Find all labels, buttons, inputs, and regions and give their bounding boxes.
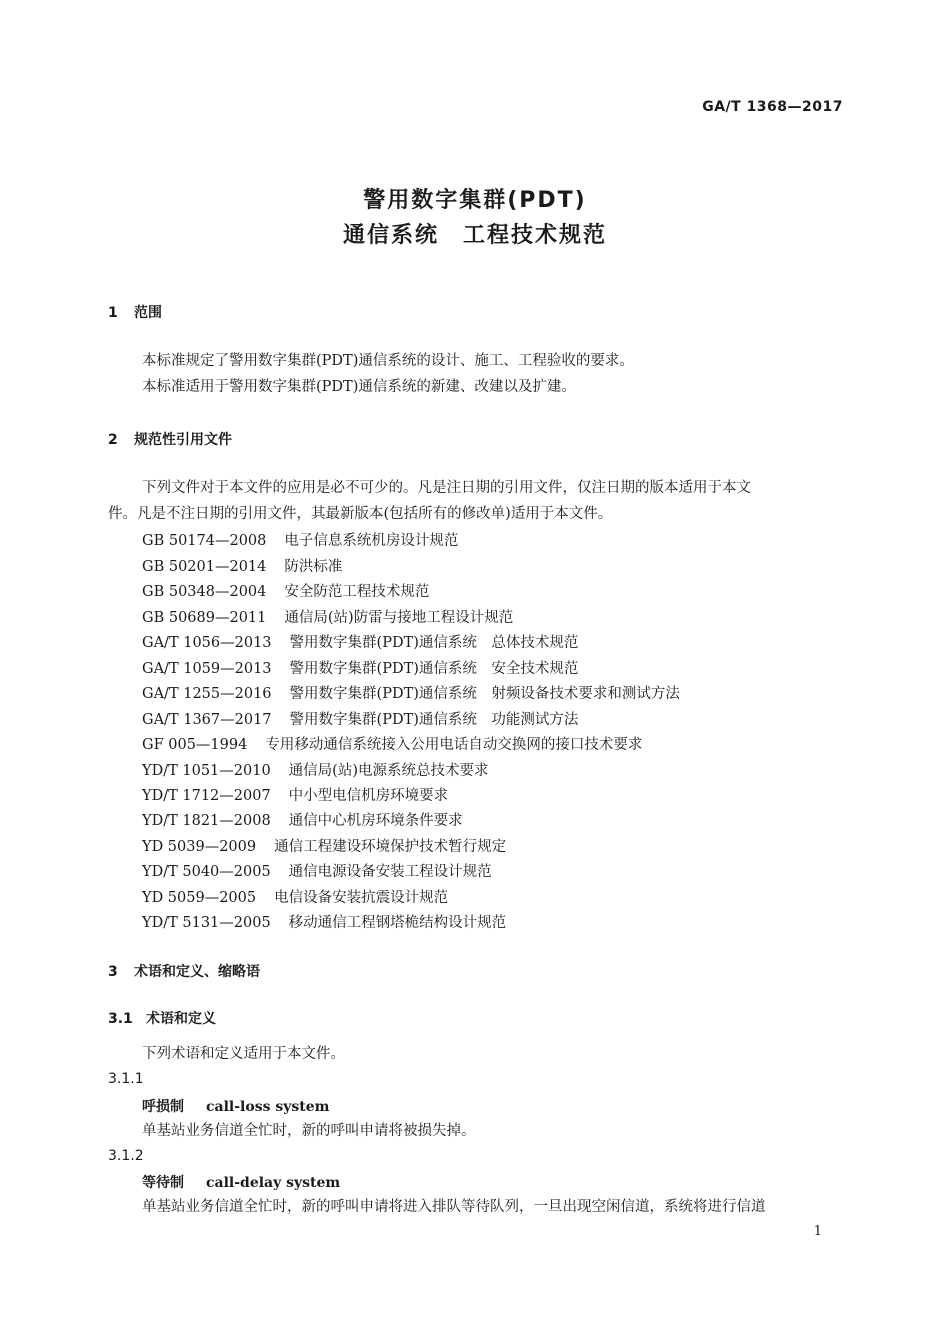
- reference-item: [142, 835, 506, 856]
- reference-item: [142, 708, 578, 729]
- section-number: 3: [108, 964, 118, 980]
- reference-title: 通信电源设备安装工程设计规范: [288, 864, 492, 880]
- reference-item: [142, 682, 680, 703]
- reference-code: YD/T 1712—2007: [142, 788, 271, 804]
- section-title: 范围: [134, 305, 162, 321]
- section-number: 3.1: [108, 1011, 133, 1027]
- standard-code: GA/T 1368—2017: [702, 99, 843, 115]
- reference-item: [142, 809, 463, 830]
- section-title: 术语和定义: [146, 1011, 216, 1027]
- term-english: call-delay system: [206, 1175, 341, 1191]
- reference-title: 警用数字集群(PDT)通信系统 总体技术规范: [289, 635, 579, 651]
- section-3-heading: [108, 961, 260, 981]
- reference-item: [142, 657, 578, 678]
- reference-code: YD/T 5040—2005: [142, 864, 271, 880]
- section-title: 规范性引用文件: [134, 432, 232, 448]
- paragraph: 下列术语和定义适用于本文件。: [142, 1046, 345, 1062]
- reference-title: 警用数字集群(PDT)通信系统 功能测试方法: [289, 712, 579, 728]
- reference-title: 通信局(站)防雷与接地工程设计规范: [284, 610, 514, 626]
- title-line-1: 警用数字集群(PDT): [363, 188, 587, 213]
- reference-title: 专用移动通信系统接入公用电话自动交换网的接口技术要求: [265, 737, 643, 753]
- reference-code: GA/T 1255—2016: [142, 686, 272, 702]
- reference-title: 警用数字集群(PDT)通信系统 射频设备技术要求和测试方法: [289, 686, 680, 702]
- reference-item: [142, 606, 513, 627]
- reference-item: [142, 759, 489, 780]
- reference-title: 防洪标准: [284, 559, 343, 575]
- reference-title: 通信中心机房环境条件要求: [288, 813, 463, 829]
- reference-code: GB 50689—2011: [142, 610, 267, 626]
- title-line-2: 通信系统 工程技术规范: [342, 223, 607, 248]
- reference-code: YD 5039—2009: [142, 839, 257, 855]
- section-1-heading: [108, 302, 162, 322]
- term-heading: [142, 1172, 340, 1192]
- reference-item: [142, 886, 448, 907]
- reference-code: GB 50348—2004: [142, 584, 267, 600]
- reference-title: 通信局(站)电源系统总技术要求: [288, 763, 489, 779]
- reference-item: [142, 733, 642, 754]
- section-2-heading: [108, 429, 232, 449]
- reference-code: GF 005—1994: [142, 737, 248, 753]
- reference-code: GA/T 1367—2017: [142, 712, 272, 728]
- term-definition: 单基站业务信道全忙时，新的呼叫申请将被损失掉。: [142, 1123, 476, 1139]
- term-heading: [142, 1096, 329, 1116]
- section-number: 2: [108, 432, 118, 448]
- reference-code: GB 50201—2014: [142, 559, 267, 575]
- reference-item: [142, 631, 578, 652]
- reference-title: 移动通信工程钢塔桅结构设计规范: [288, 915, 507, 931]
- reference-item: [142, 555, 342, 576]
- paragraph: 件。凡是不注日期的引用文件，其最新版本(包括所有的修改单)适用于本文件。: [108, 506, 613, 522]
- term-definition: 单基站业务信道全忙时，新的呼叫申请将进入排队等待队列，一旦出现空闲信道，系统将进行信道: [142, 1199, 766, 1215]
- reference-code: GB 50174—2008: [142, 533, 267, 549]
- reference-code: YD/T 5131—2005: [142, 915, 271, 931]
- term-number: 3.1.1: [108, 1071, 144, 1087]
- paragraph: 本标准适用于警用数字集群(PDT)通信系统的新建、改建以及扩建。: [142, 379, 576, 395]
- reference-title: 警用数字集群(PDT)通信系统 安全技术规范: [289, 661, 579, 677]
- reference-title: 电子信息系统机房设计规范: [284, 533, 459, 549]
- term-chinese: 呼损制: [142, 1099, 184, 1115]
- page-number: 1: [813, 1224, 822, 1239]
- paragraph: 本标准规定了警用数字集群(PDT)通信系统的设计、施工、工程验收的要求。: [142, 353, 634, 369]
- reference-item: [142, 784, 448, 805]
- reference-item: [142, 529, 458, 550]
- reference-title: 安全防范工程技术规范: [284, 584, 430, 600]
- section-number: 1: [108, 305, 118, 321]
- reference-title: 电信设备安装抗震设计规范: [274, 890, 449, 906]
- term-chinese: 等待制: [142, 1175, 184, 1191]
- reference-code: YD/T 1821—2008: [142, 813, 271, 829]
- reference-item: [142, 580, 429, 601]
- section-3-1-heading: [108, 1008, 216, 1028]
- reference-item: [142, 911, 506, 932]
- paragraph: 下列文件对于本文件的应用是必不可少的。凡是注日期的引用文件，仅注日期的版本适用于本文: [142, 480, 751, 496]
- reference-code: YD 5059—2005: [142, 890, 257, 906]
- reference-item: [142, 860, 492, 881]
- reference-code: YD/T 1051—2010: [142, 763, 271, 779]
- reference-title: 中小型电信机房环境要求: [288, 788, 449, 804]
- reference-title: 通信工程建设环境保护技术暂行规定: [274, 839, 507, 855]
- reference-code: GA/T 1059—2013: [142, 661, 272, 677]
- term-english: call-loss system: [206, 1099, 330, 1115]
- reference-code: GA/T 1056—2013: [142, 635, 272, 651]
- section-title: 术语和定义、缩略语: [134, 964, 260, 980]
- term-number: 3.1.2: [108, 1148, 144, 1164]
